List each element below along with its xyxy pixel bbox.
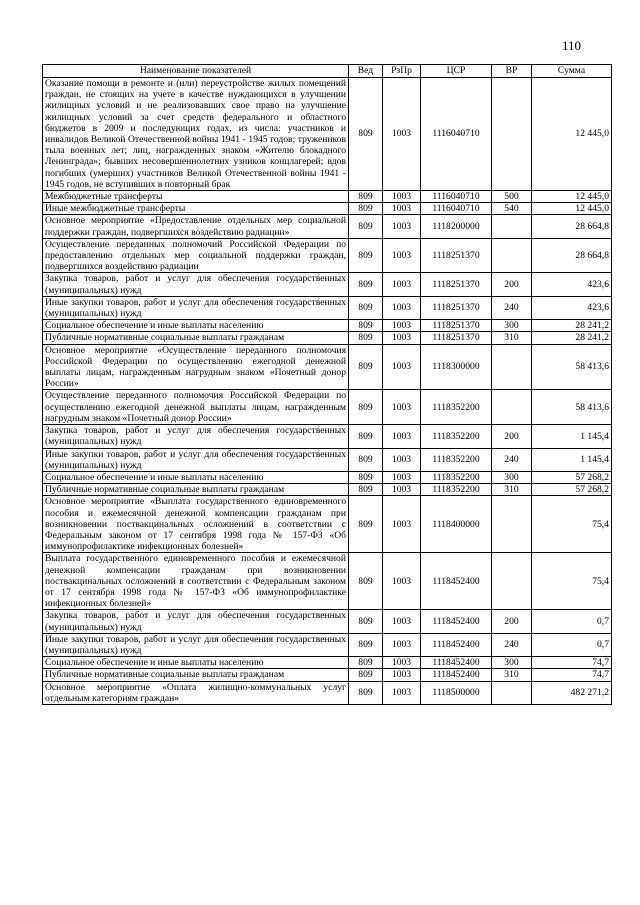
cell-ved: 809 <box>349 681 383 704</box>
page-number: 110 <box>562 38 582 53</box>
cell-rzpr: 1003 <box>383 681 421 704</box>
cell-name: Основное мероприятие «Выплата государственного единовременного пособия и ежемесячной денежной компенсации гражданам при возникновении поствакцинальных осложнений в соответствии с Федеральным законом от 17 сентября 1998 года № 157-ФЗ «Об иммунопрофилактике инфекционных болезней» <box>43 496 349 553</box>
table-row <box>43 273 612 296</box>
cell-rzpr: 1003 <box>383 610 421 633</box>
cell-vr: 200 <box>492 425 532 448</box>
cell-ved: 809 <box>349 215 383 238</box>
cell-csr: 1118452400 <box>421 657 492 669</box>
cell-ved: 809 <box>349 78 383 191</box>
cell-csr: 1118452400 <box>421 610 492 633</box>
cell-name: Осуществление переданных полномочий Российской Федерации по предоставлению отдельных мер социальной поддержки граждан, подвергшихся воздействию радиации <box>43 238 349 273</box>
cell-rzpr: 1003 <box>383 344 421 390</box>
cell-rzpr: 1003 <box>383 484 421 496</box>
table-row <box>43 332 612 344</box>
cell-rzpr: 1003 <box>383 448 421 471</box>
cell-sum: 1 145,4 <box>532 448 612 471</box>
cell-name: Иные закупки товаров, работ и услуг для обеспечения государственных (муниципальных) нужд <box>43 296 349 319</box>
cell-vr <box>492 78 532 191</box>
cell-sum: 28 664,8 <box>532 238 612 273</box>
table-row <box>43 296 612 319</box>
cell-rzpr: 1003 <box>383 191 421 203</box>
cell-ved: 809 <box>349 203 383 215</box>
cell-ved: 809 <box>349 390 383 425</box>
header-row <box>43 65 612 78</box>
cell-vr: 310 <box>492 332 532 344</box>
budget-table <box>42 64 612 705</box>
cell-vr <box>492 496 532 553</box>
cell-sum: 74,7 <box>532 669 612 681</box>
cell-sum: 58 413,6 <box>532 344 612 390</box>
cell-ved: 809 <box>349 238 383 273</box>
table-body <box>43 78 612 705</box>
cell-name: Социальное обеспечение и иные выплаты населению <box>43 320 349 332</box>
cell-csr: 1118352200 <box>421 448 492 471</box>
cell-name: Осуществление переданного полномочия Российской Федерации по осуществлению ежегодной денежной выплаты лицам, награжденным нагрудным знаком «Почетный донор России» <box>43 390 349 425</box>
cell-rzpr: 1003 <box>383 215 421 238</box>
cell-csr: 1118352200 <box>421 390 492 425</box>
cell-ved: 809 <box>349 610 383 633</box>
cell-vr: 200 <box>492 273 532 296</box>
table-row <box>43 610 612 633</box>
cell-sum: 75,4 <box>532 496 612 553</box>
cell-vr: 310 <box>492 669 532 681</box>
cell-rzpr: 1003 <box>383 669 421 681</box>
cell-csr: 1118251370 <box>421 332 492 344</box>
cell-sum: 12 445,0 <box>532 203 612 215</box>
cell-ved: 809 <box>349 657 383 669</box>
header-name: Наименование показателей <box>43 65 349 78</box>
cell-csr: 1118400000 <box>421 496 492 553</box>
cell-name: Публичные нормативные социальные выплаты гражданам <box>43 484 349 496</box>
cell-vr: 500 <box>492 191 532 203</box>
cell-rzpr: 1003 <box>383 332 421 344</box>
cell-vr: 240 <box>492 633 532 656</box>
cell-name: Закупка товаров, работ и услуг для обеспечения государственных (муниципальных) нужд <box>43 273 349 296</box>
cell-ved: 809 <box>349 320 383 332</box>
cell-name: Социальное обеспечение и иные выплаты населению <box>43 657 349 669</box>
table-row <box>43 471 612 483</box>
cell-name: Социальное обеспечение и иные выплаты населению <box>43 471 349 483</box>
cell-csr: 1116040710 <box>421 78 492 191</box>
cell-csr: 1118251370 <box>421 296 492 319</box>
cell-sum: 423,6 <box>532 273 612 296</box>
table-row <box>43 191 612 203</box>
cell-ved: 809 <box>349 273 383 296</box>
cell-sum: 12 445,0 <box>532 78 612 191</box>
header-sum: Сумма <box>532 65 612 78</box>
cell-ved: 809 <box>349 633 383 656</box>
cell-vr: 240 <box>492 448 532 471</box>
cell-rzpr: 1003 <box>383 203 421 215</box>
cell-name: Закупка товаров, работ и услуг для обеспечения государственных (муниципальных) нужд <box>43 610 349 633</box>
cell-ved: 809 <box>349 496 383 553</box>
cell-ved: 809 <box>349 332 383 344</box>
cell-ved: 809 <box>349 344 383 390</box>
cell-sum: 0,7 <box>532 610 612 633</box>
cell-rzpr: 1003 <box>383 471 421 483</box>
cell-vr: 300 <box>492 471 532 483</box>
cell-name: Публичные нормативные социальные выплаты гражданам <box>43 332 349 344</box>
cell-rzpr: 1003 <box>383 390 421 425</box>
cell-sum: 58 413,6 <box>532 390 612 425</box>
cell-rzpr: 1003 <box>383 320 421 332</box>
cell-csr: 1118251370 <box>421 320 492 332</box>
cell-sum: 482 271,2 <box>532 681 612 704</box>
cell-csr: 1116040710 <box>421 191 492 203</box>
cell-rzpr: 1003 <box>383 78 421 191</box>
cell-rzpr: 1003 <box>383 657 421 669</box>
table-row <box>43 425 612 448</box>
table-row <box>43 390 612 425</box>
table-row <box>43 484 612 496</box>
cell-ved: 809 <box>349 553 383 610</box>
table-row <box>43 633 612 656</box>
cell-name: Публичные нормативные социальные выплаты гражданам <box>43 669 349 681</box>
cell-rzpr: 1003 <box>383 238 421 273</box>
table-row <box>43 553 612 610</box>
cell-csr: 1118452400 <box>421 633 492 656</box>
table-row <box>43 681 612 704</box>
cell-vr: 540 <box>492 203 532 215</box>
cell-csr: 1118452400 <box>421 669 492 681</box>
cell-name: Иные закупки товаров, работ и услуг для обеспечения государственных (муниципальных) нужд <box>43 633 349 656</box>
cell-vr <box>492 238 532 273</box>
cell-rzpr: 1003 <box>383 633 421 656</box>
cell-csr: 1118500000 <box>421 681 492 704</box>
cell-sum: 57 268,2 <box>532 471 612 483</box>
table-header <box>43 65 612 78</box>
cell-vr: 240 <box>492 296 532 319</box>
table-row <box>43 669 612 681</box>
cell-rzpr: 1003 <box>383 553 421 610</box>
header-rzpr: РзПр <box>383 65 421 78</box>
header-vr: ВР <box>492 65 532 78</box>
cell-rzpr: 1003 <box>383 296 421 319</box>
table-row <box>43 657 612 669</box>
cell-sum: 74,7 <box>532 657 612 669</box>
cell-sum: 0,7 <box>532 633 612 656</box>
cell-sum: 28 241,2 <box>532 320 612 332</box>
cell-vr: 300 <box>492 657 532 669</box>
cell-sum: 28 241,2 <box>532 332 612 344</box>
cell-name: Выплата государственного единовременного пособия и ежемесячной денежной компенсации гражданам при возникновении поствакцинальных осложнений в соответствии с Федеральным законом от 17 сентября 1998 года № 157-ФЗ «Об иммунопрофилактике инфекционных болезней» <box>43 553 349 610</box>
cell-ved: 809 <box>349 471 383 483</box>
cell-csr: 1118200000 <box>421 215 492 238</box>
cell-ved: 809 <box>349 448 383 471</box>
cell-csr: 1118352200 <box>421 425 492 448</box>
table-row <box>43 496 612 553</box>
cell-ved: 809 <box>349 484 383 496</box>
cell-name: Основное мероприятие «Осуществление переданного полномочия Российской Федерации по осуществлению ежегодной денежной выплаты лицам, награжденным нагрудным знаком «Почетный донор России» <box>43 344 349 390</box>
cell-ved: 809 <box>349 296 383 319</box>
cell-csr: 1118352200 <box>421 471 492 483</box>
cell-csr: 1118352200 <box>421 484 492 496</box>
cell-name: Основное мероприятие «Предоставление отдельных мер социальной поддержки граждан, подвергшихся воздействию радиации» <box>43 215 349 238</box>
cell-csr: 1116040710 <box>421 203 492 215</box>
cell-csr: 1118251370 <box>421 238 492 273</box>
header-csr: ЦСР <box>421 65 492 78</box>
cell-name: Оказание помощи в ремонте и (или) переустройстве жилых помещений граждан, не стоящих на учете в качестве нуждающихся в улучшении жилищных условий и не реализовавших свое право на улучшение жилищных условий за счет средств федерального и областного бюджетов в 2009 и последующих годах, из числа: участников и инвалидов Великой Отечественной войны 1941 - 1945 годов; тружеников тыла военных лет; лиц, награжденных знаком «Жителю блокадного Ленинграда»; бывших несовершеннолетних узников концлагерей; вдов погибших (умерших) участников Великой Отечественной войны 1941 - 1945 годов, не вступивших в повторный брак <box>43 78 349 191</box>
cell-vr <box>492 215 532 238</box>
cell-csr: 1118300000 <box>421 344 492 390</box>
cell-name: Закупка товаров, работ и услуг для обеспечения государственных (муниципальных) нужд <box>43 425 349 448</box>
cell-ved: 809 <box>349 191 383 203</box>
cell-vr: 300 <box>492 320 532 332</box>
table-row <box>43 238 612 273</box>
cell-rzpr: 1003 <box>383 273 421 296</box>
cell-sum: 12 445,0 <box>532 191 612 203</box>
cell-vr <box>492 390 532 425</box>
cell-name: Иные закупки товаров, работ и услуг для обеспечения государственных (муниципальных) нужд <box>43 448 349 471</box>
cell-name: Иные межбюджетные трансферты <box>43 203 349 215</box>
cell-csr: 1118251370 <box>421 273 492 296</box>
cell-rzpr: 1003 <box>383 496 421 553</box>
cell-vr: 200 <box>492 610 532 633</box>
cell-rzpr: 1003 <box>383 425 421 448</box>
cell-sum: 423,6 <box>532 296 612 319</box>
cell-vr: 310 <box>492 484 532 496</box>
cell-vr <box>492 681 532 704</box>
cell-sum: 28 664,8 <box>532 215 612 238</box>
cell-sum: 75,4 <box>532 553 612 610</box>
cell-sum: 57 268,2 <box>532 484 612 496</box>
cell-sum: 1 145,4 <box>532 425 612 448</box>
table-row <box>43 344 612 390</box>
table-row <box>43 320 612 332</box>
cell-vr <box>492 344 532 390</box>
header-ved: Вед <box>349 65 383 78</box>
cell-name: Основное мероприятие «Оплата жилищно-коммунальных услуг отдельным категориям граждан» <box>43 681 349 704</box>
table-row <box>43 78 612 191</box>
table-row <box>43 203 612 215</box>
cell-name: Межбюджетные трансферты <box>43 191 349 203</box>
table-row <box>43 448 612 471</box>
table-row <box>43 215 612 238</box>
cell-ved: 809 <box>349 425 383 448</box>
cell-csr: 1118452400 <box>421 553 492 610</box>
cell-ved: 809 <box>349 669 383 681</box>
cell-vr <box>492 553 532 610</box>
